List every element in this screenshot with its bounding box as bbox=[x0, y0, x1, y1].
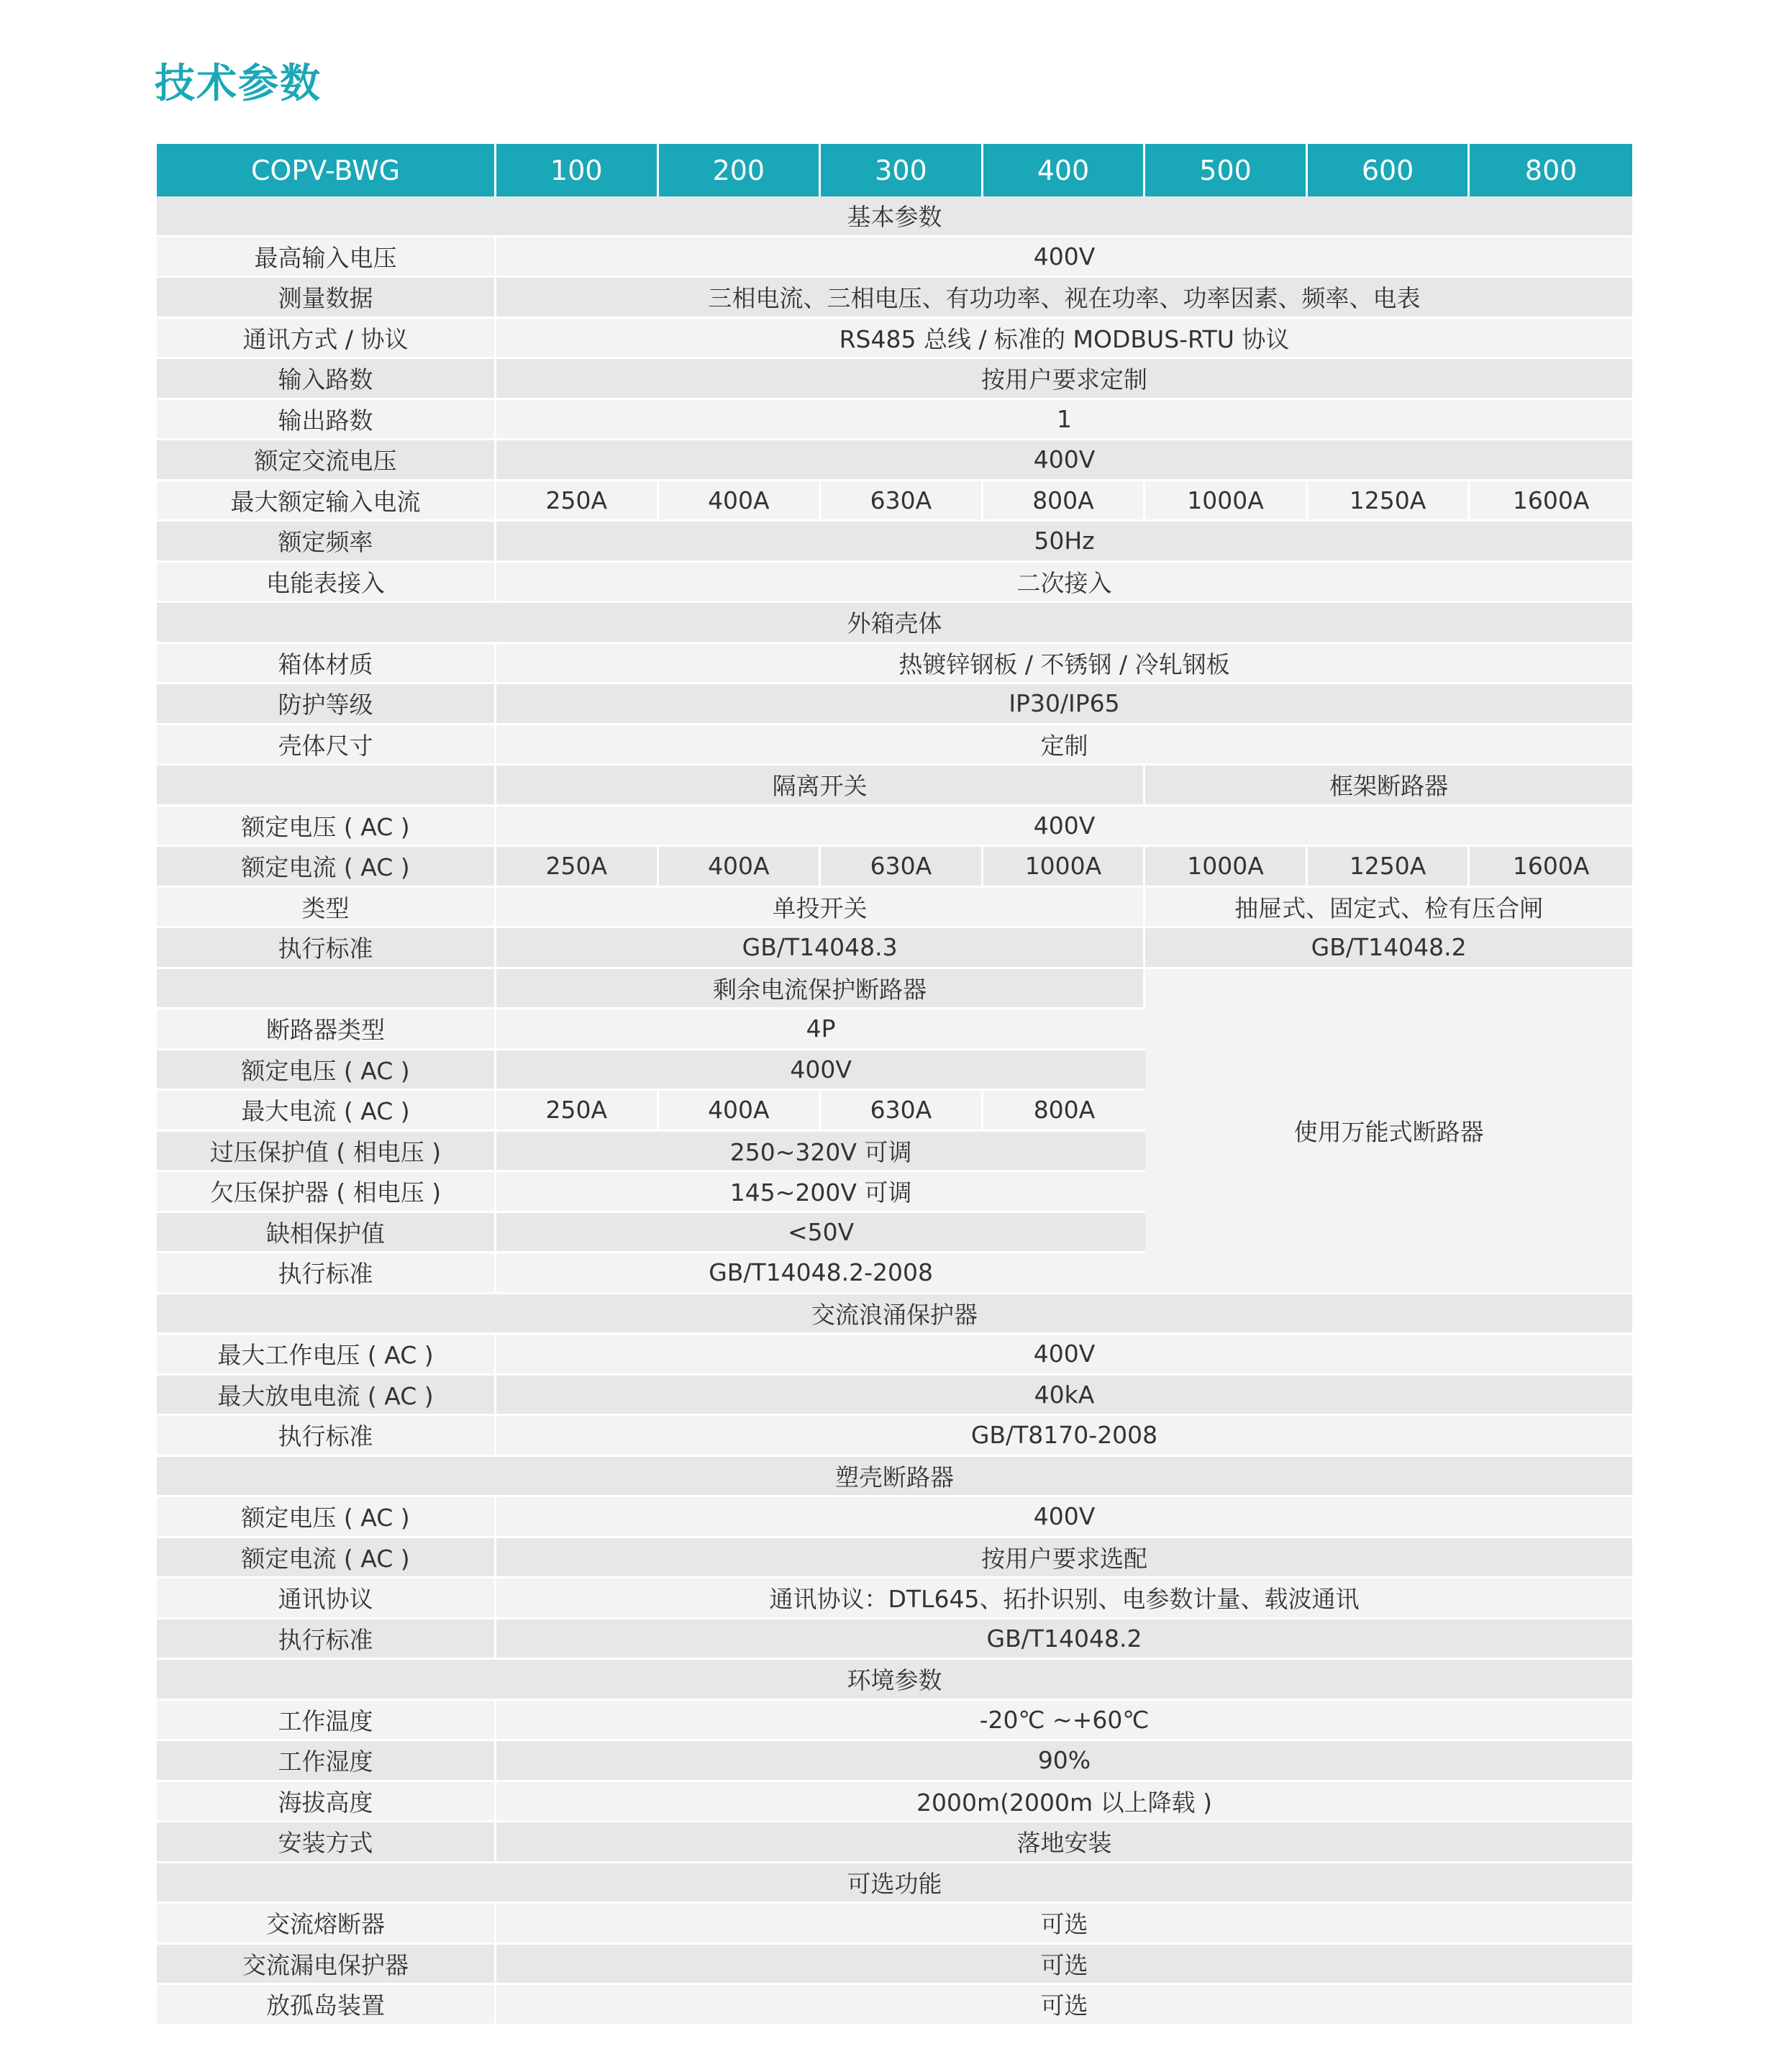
row-value: GB/T8170-2008 bbox=[496, 1416, 1632, 1457]
row-value: 定制 bbox=[496, 725, 1632, 766]
table-row bbox=[157, 1376, 1632, 1417]
table-row bbox=[157, 1578, 1632, 1619]
row-label: 额定频率 bbox=[157, 522, 496, 563]
table-header-row bbox=[157, 144, 1632, 196]
header-model: COPV-BWG bbox=[157, 144, 496, 196]
row-label: 工作湿度 bbox=[157, 1741, 496, 1782]
table-row bbox=[157, 725, 1632, 766]
row-value: 400V bbox=[496, 806, 1632, 848]
row-value: 1250A bbox=[1308, 481, 1470, 522]
row-value: 1000A bbox=[983, 847, 1146, 888]
row-value: 400V bbox=[496, 1050, 1145, 1091]
row-label: 放孤岛装置 bbox=[157, 1985, 496, 2026]
section-row-mccb bbox=[157, 1457, 1632, 1498]
row-value: 50Hz bbox=[496, 522, 1632, 563]
row-value: IP30/IP65 bbox=[496, 684, 1632, 725]
section-title-frame: 框架断路器 bbox=[1145, 765, 1632, 806]
table-row bbox=[157, 400, 1632, 441]
row-label: 执行标准 bbox=[157, 1619, 496, 1660]
header-col-200: 200 bbox=[659, 144, 822, 196]
row-value: 抽屉式、固定式、检有压合闸 bbox=[1145, 888, 1632, 929]
row-value: 4P bbox=[496, 1009, 1145, 1050]
row-label: 交流漏电保护器 bbox=[157, 1945, 496, 1986]
row-value: 1600A bbox=[1470, 847, 1632, 888]
header-col-800: 800 bbox=[1470, 144, 1632, 196]
section-row-rcd bbox=[157, 969, 1632, 1010]
section-label-empty bbox=[157, 969, 496, 1010]
section-title: 交流浪涌保护器 bbox=[157, 1294, 1632, 1335]
row-value: 单投开关 bbox=[496, 888, 1145, 929]
row-value: 2000m(2000m 以上降载 ) bbox=[496, 1782, 1632, 1823]
section-title: 基本参数 bbox=[157, 196, 1632, 237]
table-row bbox=[157, 481, 1632, 522]
row-value: 按用户要求选配 bbox=[496, 1538, 1632, 1579]
row-label: 通讯协议 bbox=[157, 1578, 496, 1619]
row-value: 400V bbox=[496, 1497, 1632, 1538]
row-value: -20℃ ~+60℃ bbox=[496, 1701, 1632, 1742]
table-row bbox=[157, 1619, 1632, 1660]
row-label: 输入路数 bbox=[157, 359, 496, 400]
row-label: 测量数据 bbox=[157, 278, 496, 319]
table-row bbox=[157, 1782, 1632, 1823]
row-value: 250A bbox=[496, 481, 659, 522]
row-value: RS485 总线 / 标准的 MODBUS-RTU 协议 bbox=[496, 319, 1632, 360]
row-value: 630A bbox=[821, 1091, 983, 1132]
row-value: 800A bbox=[983, 1091, 1146, 1132]
row-label: 额定电压 ( AC ) bbox=[157, 806, 496, 848]
row-value: 400A bbox=[659, 1091, 822, 1132]
section-row-switch bbox=[157, 765, 1632, 806]
row-value: 400A bbox=[659, 481, 822, 522]
section-title: 可选功能 bbox=[157, 1863, 1632, 1904]
table-row bbox=[157, 1538, 1632, 1579]
row-label: 类型 bbox=[157, 888, 496, 929]
row-value: 落地安装 bbox=[496, 1822, 1632, 1863]
row-value: 三相电流、三相电压、有功功率、视在功率、功率因素、频率、电表 bbox=[496, 278, 1632, 319]
table-row bbox=[157, 1416, 1632, 1457]
table-row bbox=[157, 522, 1632, 563]
row-value: 400A bbox=[659, 847, 822, 888]
row-value: 热镀锌钢板 / 不锈钢 / 冷轧钢板 bbox=[496, 644, 1632, 685]
row-label: 最高输入电压 bbox=[157, 237, 496, 278]
row-value: GB/T14048.2 bbox=[1145, 928, 1632, 969]
section-row-enclosure bbox=[157, 603, 1632, 644]
row-value: 1000A bbox=[1145, 481, 1308, 522]
row-value: 1000A bbox=[1145, 847, 1308, 888]
row-label: 执行标准 bbox=[157, 928, 496, 969]
table-row bbox=[157, 684, 1632, 725]
row-value: 40kA bbox=[496, 1376, 1632, 1417]
row-value: 1 bbox=[496, 400, 1632, 441]
row-value: 按用户要求定制 bbox=[496, 359, 1632, 400]
table-row bbox=[157, 1741, 1632, 1782]
row-value: 145~200V 可调 bbox=[496, 1172, 1145, 1213]
row-value: 1250A bbox=[1308, 847, 1470, 888]
row-label: 交流熔断器 bbox=[157, 1904, 496, 1945]
row-value: 630A bbox=[821, 481, 983, 522]
row-label: 执行标准 bbox=[157, 1416, 496, 1457]
row-label: 最大电流 ( AC ) bbox=[157, 1091, 496, 1132]
table-row bbox=[157, 1985, 1632, 2026]
row-value: 通讯协议：DTL645、拓扑识别、电参数计量、载波通讯 bbox=[496, 1578, 1632, 1619]
table-row bbox=[157, 1701, 1632, 1742]
table-row bbox=[157, 1335, 1632, 1376]
row-value: 可选 bbox=[496, 1985, 1632, 2026]
section-title-isolation: 隔离开关 bbox=[496, 765, 1145, 806]
row-value: 二次接入 bbox=[496, 563, 1632, 604]
table-row bbox=[157, 1822, 1632, 1863]
header-col-400: 400 bbox=[983, 144, 1146, 196]
row-label: 电能表接入 bbox=[157, 563, 496, 604]
section-label-empty bbox=[157, 765, 496, 806]
section-title: 外箱壳体 bbox=[157, 603, 1632, 644]
row-value: GB/T14048.2 bbox=[496, 1619, 1632, 1660]
row-label: 通讯方式 / 协议 bbox=[157, 319, 496, 360]
row-label: 断路器类型 bbox=[157, 1009, 496, 1050]
table-row bbox=[157, 1904, 1632, 1945]
row-label: 欠压保护器 ( 相电压 ) bbox=[157, 1172, 496, 1213]
section-row-surge bbox=[157, 1294, 1632, 1335]
row-value: 400V bbox=[496, 440, 1632, 481]
row-label: 额定电压 ( AC ) bbox=[157, 1497, 496, 1538]
section-title-rcd: 剩余电流保护断路器 bbox=[496, 969, 1145, 1010]
row-label: 最大额定输入电流 bbox=[157, 481, 496, 522]
row-label: 缺相保护值 bbox=[157, 1213, 496, 1254]
section-row-environment bbox=[157, 1660, 1632, 1701]
row-value: 800A bbox=[983, 481, 1146, 522]
row-label: 最大工作电压 ( AC ) bbox=[157, 1335, 496, 1376]
row-label: 海拔高度 bbox=[157, 1782, 496, 1823]
table-row bbox=[157, 806, 1632, 848]
table-row bbox=[157, 1497, 1632, 1538]
section-title: 塑壳断路器 bbox=[157, 1457, 1632, 1498]
table-row bbox=[157, 440, 1632, 481]
row-label: 过压保护值 ( 相电压 ) bbox=[157, 1132, 496, 1173]
row-value: GB/T14048.3 bbox=[496, 928, 1145, 969]
table-row bbox=[157, 563, 1632, 604]
header-col-300: 300 bbox=[821, 144, 983, 196]
row-value: 1600A bbox=[1470, 481, 1632, 522]
spec-table bbox=[157, 144, 1632, 2026]
section-row-basic bbox=[157, 196, 1632, 237]
row-label: 额定电流 ( AC ) bbox=[157, 847, 496, 888]
row-value: 400V bbox=[496, 1335, 1632, 1376]
table-row bbox=[157, 847, 1632, 888]
header-col-500: 500 bbox=[1145, 144, 1308, 196]
header-col-600: 600 bbox=[1308, 144, 1470, 196]
table-row bbox=[157, 237, 1632, 278]
row-value: 400V bbox=[496, 237, 1632, 278]
table-row bbox=[157, 888, 1632, 929]
section-row-optional bbox=[157, 1863, 1632, 1904]
row-label: 工作温度 bbox=[157, 1701, 496, 1742]
row-value: 可选 bbox=[496, 1904, 1632, 1945]
row-value: 可选 bbox=[496, 1945, 1632, 1986]
header-col-100: 100 bbox=[496, 144, 659, 196]
row-value: 250~320V 可调 bbox=[496, 1132, 1145, 1173]
row-label: 壳体尺寸 bbox=[157, 725, 496, 766]
row-label: 额定电流 ( AC ) bbox=[157, 1538, 496, 1579]
section-title: 环境参数 bbox=[157, 1660, 1632, 1701]
row-label: 防护等级 bbox=[157, 684, 496, 725]
row-value: 90% bbox=[496, 1741, 1632, 1782]
row-value: 630A bbox=[821, 847, 983, 888]
row-label: 额定交流电压 bbox=[157, 440, 496, 481]
row-label: 最大放电电流 ( AC ) bbox=[157, 1376, 496, 1417]
universal-breaker-note: 使用万能式断路器 bbox=[1145, 969, 1632, 1294]
row-label: 输出路数 bbox=[157, 400, 496, 441]
table-row bbox=[157, 928, 1632, 969]
row-value: 250A bbox=[496, 847, 659, 888]
table-row bbox=[157, 644, 1632, 685]
row-value: GB/T14048.2-2008 bbox=[496, 1253, 1145, 1294]
table-row bbox=[157, 319, 1632, 360]
row-label: 箱体材质 bbox=[157, 644, 496, 685]
row-label: 执行标准 bbox=[157, 1253, 496, 1294]
row-label: 安装方式 bbox=[157, 1822, 496, 1863]
table-row bbox=[157, 1945, 1632, 1986]
row-value: <50V bbox=[496, 1213, 1145, 1254]
table-row bbox=[157, 278, 1632, 319]
row-value: 250A bbox=[496, 1091, 659, 1132]
row-label: 额定电压 ( AC ) bbox=[157, 1050, 496, 1091]
page-title: 技术参数 bbox=[155, 60, 322, 107]
table-row bbox=[157, 359, 1632, 400]
